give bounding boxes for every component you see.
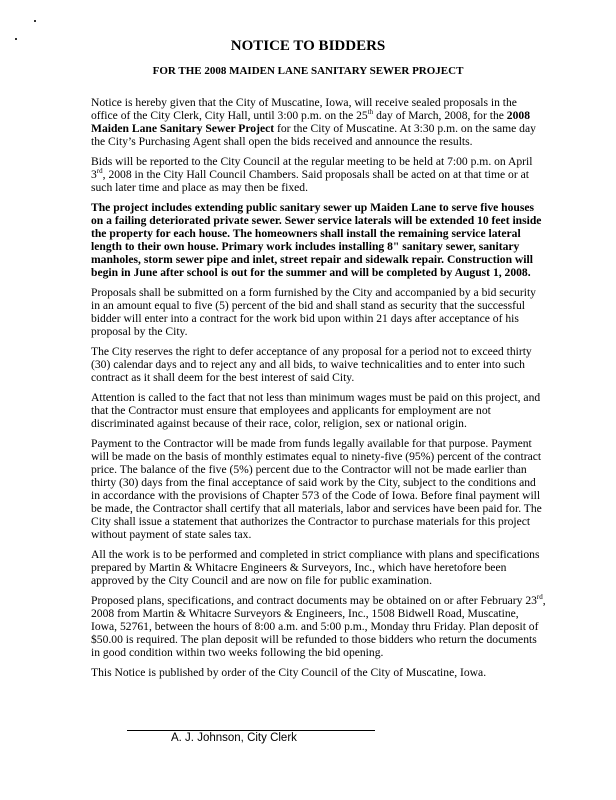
text-segment: Iowa, 52761, between the hours of 8:00 a.m. and 5:00 p.m., Monday thru Friday. Plan deposit of xyxy=(91,620,539,633)
text-line xyxy=(91,502,561,515)
text-line xyxy=(91,666,561,679)
text-line xyxy=(91,646,561,659)
text-segment: Payment to the Contractor will be made from funds legally available for that purpose. Payment xyxy=(91,437,532,450)
text-line xyxy=(91,463,561,476)
text-line xyxy=(91,633,561,646)
text-line xyxy=(91,476,561,489)
text-segment: bidder will enter into a contract for the work bid upon within 21 days after acceptance of his xyxy=(91,312,519,325)
text-line xyxy=(91,325,561,338)
text-line xyxy=(91,574,561,587)
text-segment: the City’s Purchasing Agent shall open the bids received and announce the results. xyxy=(91,135,473,148)
text-line xyxy=(91,109,561,122)
text-segment: , 2008 in the City Hall Council Chambers. Said proposals shall be acted on at that time or at xyxy=(102,168,529,181)
text-segment: manholes, storm sewer pipe and inlet, street repair and sidewalk repair. Construction will xyxy=(91,253,533,266)
signature-name: A. J. Johnson, City Clerk xyxy=(171,732,297,744)
text-line xyxy=(91,181,561,194)
text-segment: contract as it shall deem for the best interest of said City. xyxy=(91,371,355,384)
text-segment: on a failing deteriorated private sewer. Sewer service laterals will be extended 10 feet inside xyxy=(91,214,542,227)
text-segment: in an amount equal to five (5) percent of the bid and shall stand as security that the successful xyxy=(91,299,525,312)
text-line xyxy=(91,155,561,168)
text-segment: Notice is hereby given that the City of Muscatine, Iowa, will receive sealed proposals in the xyxy=(91,96,517,109)
text-line xyxy=(91,266,561,279)
text-segment: without payment of state sales tax. xyxy=(91,528,252,541)
text-segment: will be made on the basis of monthly estimates equal to ninety-five (95%) percent of the contract xyxy=(91,450,542,463)
text-segment: for the City of Muscatine. At 3:30 p.m. on the same day xyxy=(274,122,536,135)
text-segment: All the work is to be performed and completed in strict compliance with plans and specifications xyxy=(91,548,540,561)
paragraph xyxy=(91,286,561,338)
text-segment: This Notice is published by order of the City Council of the City of Muscatine, Iowa. xyxy=(91,666,487,679)
text-line xyxy=(91,358,561,371)
text-segment: $50.00 is required. The plan deposit will be refunded to those bidders who return the documents xyxy=(91,633,537,646)
text-segment: such later time and place as may then be fixed. xyxy=(91,181,308,194)
text-line xyxy=(91,345,561,358)
text-line xyxy=(91,561,561,574)
text-line xyxy=(91,135,561,148)
text-segment: Attention is called to the fact that not less than minimum wages must be paid on this project, and xyxy=(91,391,541,404)
text-segment: , xyxy=(542,594,546,607)
text-segment: office of the City Clerk, City Hall, until 3:00 p.m. on the 25 xyxy=(91,109,368,122)
document-title: NOTICE TO BIDDERS xyxy=(230,38,386,54)
text-segment: Proposed plans, specifications, and contract documents may be obtained on or after February 23 xyxy=(91,594,537,607)
text-segment: in good condition within two weeks following the bid opening. xyxy=(91,646,384,659)
text-line xyxy=(91,240,561,253)
paragraph xyxy=(91,437,561,541)
text-line xyxy=(91,122,561,135)
paragraph xyxy=(91,96,561,148)
paragraph xyxy=(91,345,561,384)
text-segment: begin in June after school is out for the summer and will be completed by August 1, 2008. xyxy=(91,266,531,279)
text-line xyxy=(91,489,561,502)
text-line xyxy=(91,391,561,404)
text-line xyxy=(91,168,561,181)
text-line xyxy=(91,528,561,541)
text-line xyxy=(91,515,561,528)
text-line xyxy=(91,371,561,384)
scan-speck xyxy=(34,20,36,22)
text-segment: The City reserves the right to defer acceptance of any proposal for a period not to exceed thirty xyxy=(91,345,532,358)
text-segment: 3 xyxy=(91,168,97,181)
text-line xyxy=(91,450,561,463)
paragraph xyxy=(91,391,561,430)
text-line xyxy=(91,227,561,240)
text-segment: thirty (30) days from the final acceptance of said work by the City, subject to the conditions and xyxy=(91,476,536,489)
text-segment: that the Contractor must ensure that employees and applicants for employment are not xyxy=(91,404,491,417)
paragraph xyxy=(91,201,561,279)
text-segment: 2008 from Martin & Whitacre Surveyors & Engineers, Inc., 1508 Bidwell Road, Muscatine, xyxy=(91,607,519,620)
text-segment: day of March, 2008, for the xyxy=(373,109,507,122)
text-segment: The project includes extending public sanitary sewer up Maiden Lane to serve five houses xyxy=(91,201,535,214)
text-segment: Proposals shall be submitted on a form furnished by the City and accompanied by a bid security xyxy=(91,286,536,299)
text-segment: Bids will be reported to the City Council at the regular meeting to be held at 7:00 p.m. on April xyxy=(91,155,533,168)
text-line xyxy=(91,286,561,299)
text-line xyxy=(91,96,561,109)
text-segment: 2008 xyxy=(506,109,530,122)
text-line xyxy=(91,417,561,430)
text-line xyxy=(91,201,561,214)
text-segment: prepared by Martin & Whitacre Engineers & Surveyors, Inc., which have heretofore been xyxy=(91,561,507,574)
paragraph xyxy=(91,155,561,194)
text-segment: City shall issue a statement that authorizes the Contractor to purchase materials for this project xyxy=(91,515,531,528)
text-segment: Maiden Lane Sanitary Sewer Project xyxy=(91,122,275,135)
text-segment: in accordance with the provisions of Chapter 573 of the Code of Iowa. Before final payment will xyxy=(91,489,541,502)
text-segment: be made, the Contractor shall certify that all materials, labor and services have been paid for. The xyxy=(91,502,542,515)
document-subtitle: FOR THE 2008 MAIDEN LANE SANITARY SEWER PROJECT xyxy=(152,65,464,77)
superscript: th xyxy=(367,108,374,117)
text-line xyxy=(91,437,561,450)
text-segment: length to their own house. Primary work includes installing 8" sanitary sewer, sanitary xyxy=(91,240,520,253)
paragraph xyxy=(91,548,561,587)
text-segment: proposal by the City. xyxy=(91,325,188,338)
paragraph xyxy=(91,594,561,659)
text-segment: discriminated against because of their race, color, religion, sex or national origin. xyxy=(91,417,467,430)
text-line xyxy=(91,404,561,417)
text-line xyxy=(91,607,561,620)
text-line xyxy=(91,253,561,266)
superscript: rd xyxy=(96,167,103,176)
text-line xyxy=(91,548,561,561)
text-segment: price. The balance of the five (5%) percent due to the Contractor will not be made earlier than xyxy=(91,463,527,476)
text-line xyxy=(91,214,561,227)
text-line xyxy=(91,620,561,633)
document-body xyxy=(91,96,561,686)
superscript: rd xyxy=(536,593,543,602)
paragraph xyxy=(91,666,561,679)
text-segment: the property for each house. The homeowners shall install the remaining service lateral xyxy=(91,227,521,240)
text-segment: (30) calendar days and to reject any and all bids, to waive technicalities and to enter into such xyxy=(91,358,525,371)
signature-line xyxy=(127,730,375,731)
text-line xyxy=(91,312,561,325)
text-line xyxy=(91,299,561,312)
text-line xyxy=(91,594,561,607)
text-segment: approved by the City Council and are now on file for public examination. xyxy=(91,574,432,587)
